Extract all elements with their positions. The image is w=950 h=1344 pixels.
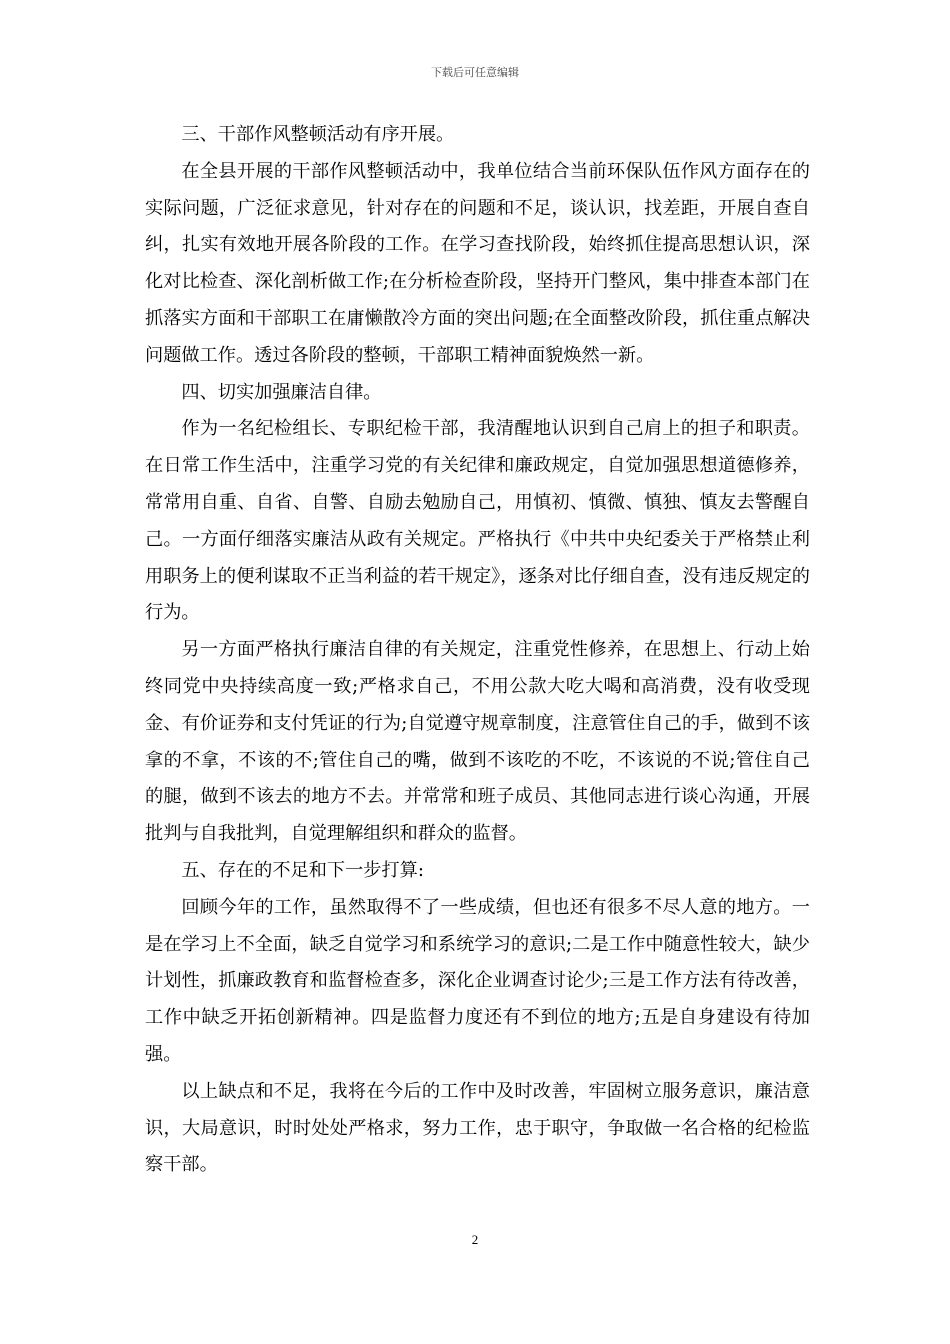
document-body [145,117,810,1184]
section-heading-4: 四、切实加强廉洁自律。 [181,381,382,403]
section-heading-3: 三、干部作风整顿活动有序开展。 [181,124,455,145]
page-header: 下载后可任意编辑 [431,66,519,79]
paragraph: 作为一名纪检组长、专职纪检干部，我清醒地认识到自己肩上的担子和职责。在日常工作生活中，注重学习党的有关纪律和廉政规定，自觉加强思想道德修养，常常用自重、自省、自警、自励去勉励自己，用慎初、慎微、慎独、慎友去警醒自己。一方面仔细落实廉洁从政有关规定。严格执行《中共中央纪委关于严格禁止利用职务上的便利谋取不正当利益的若干规定》，逐条对比仔细自查，没有违反规定的行为。 [145,418,810,624]
page-number: 2 [471,1232,479,1247]
paragraph: 以上缺点和不足，我将在今后的工作中及时改善，牢固树立服务意识，廉洁意识，大局意识，时时处处严格求，努力工作，忠于职守，争取做一名合格的纪检监察干部。 [145,1080,810,1176]
paragraph: 另一方面严格执行廉洁自律的有关规定，注重党性修养，在思想上、行动上始终同党中央持续高度一致;严格求自己，不用公款大吃大喝和高消费，没有收受现金、有价证券和支付凭证的行为;自觉遵守规章制度，注意管住自己的手，做到不该拿的不拿，不该的不;管住自己的嘴，做到不该吃的不吃，不该说的不说;管住自己的腿，做到不该去的地方不去。并常常和班子成员、其他同志进行谈心沟通，开展批判与自我批判，自觉理解组织和群众的监督。 [145,639,810,845]
section-heading-5: 五、存在的不足和下一步打算: [181,859,424,881]
paragraph: 回顾今年的工作，虽然取得不了一些成绩，但也还有很多不尽人意的地方。一是在学习上不全面，缺乏自觉学习和系统学习的意识;二是工作中随意性较大，缺少计划性，抓廉政教育和监督检查多，深化企业调查讨论少;三是工作方法有待改善，工作中缺乏开拓创新精神。四是监督力度还有不到位的地方;五是自身建设有待加强。 [145,896,810,1065]
paragraph: 在全县开展的干部作风整顿活动中，我单位结合当前环保队伍作风方面存在的实际问题，广泛征求意见，针对存在的问题和不足，谈认识，找差距，开展自查自纠，扎实有效地开展各阶段的工作。在学习查找阶段，始终抓住提高思想认识，深化对比检查、深化剖析做工作;在分析检查阶段，坚持开门整风，集中排查本部门在抓落实方面和干部职工在庸懒散冷方面的突出问题;在全面整改阶段，抓住重点解决问题做工作。透过各阶段的整顿，干部职工精神面貌焕然一新。 [145,160,810,366]
